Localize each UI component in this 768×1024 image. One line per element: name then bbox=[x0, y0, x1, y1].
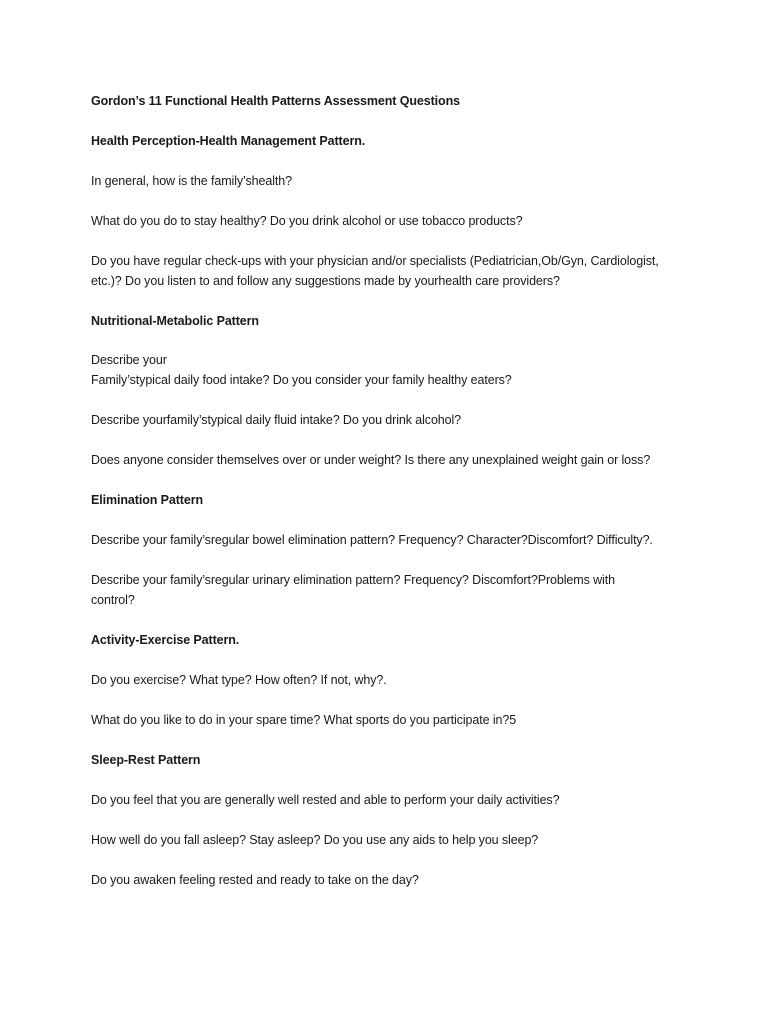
question-line: Describe your bbox=[91, 353, 167, 367]
question-line: Family’stypical daily food intake? Do you consider your family healthy eaters? bbox=[91, 373, 512, 387]
section-heading-activity-exercise: Activity-Exercise Pattern. bbox=[91, 633, 240, 647]
question-line: etc.)? Do you listen to and follow any suggestions made by yourhealth care providers? bbox=[91, 274, 560, 288]
question-line: Do you awaken feeling rested and ready to take on the day? bbox=[91, 873, 419, 887]
question-line: Describe your family’sregular urinary elimination pattern? Frequency? Discomfort?Problems with bbox=[91, 573, 615, 587]
question-line: control? bbox=[91, 593, 135, 607]
question-line: Describe yourfamily’stypical daily fluid intake? Do you drink alcohol? bbox=[91, 413, 462, 427]
document-title: Gordon’s 11 Functional Health Patterns Assessment Questions bbox=[91, 94, 460, 108]
question-line: Describe your family’sregular bowel elimination pattern? Frequency? Character?Discomfort? Difficulty?. bbox=[91, 533, 653, 547]
question-line: Do you feel that you are generally well rested and able to perform your daily activities? bbox=[91, 793, 560, 807]
question-line: How well do you fall asleep? Stay asleep? Do you use any aids to help you sleep? bbox=[91, 833, 539, 847]
section-heading-nutritional-metabolic: Nutritional-Metabolic Pattern bbox=[91, 314, 259, 328]
section-heading-sleep-rest: Sleep-Rest Pattern bbox=[91, 753, 201, 767]
question-line: What do you do to stay healthy? Do you drink alcohol or use tobacco products? bbox=[91, 214, 523, 228]
question-line: Do you have regular check-ups with your physician and/or specialists (Pediatrician,Ob/Gyn, Cardiologist, bbox=[91, 254, 659, 268]
section-heading-health-perception: Health Perception-Health Management Pattern. bbox=[91, 134, 366, 148]
question-line: What do you like to do in your spare time? What sports do you participate in?5 bbox=[91, 713, 517, 727]
section-heading-elimination: Elimination Pattern bbox=[91, 493, 204, 507]
question-line: Does anyone consider themselves over or under weight? Is there any unexplained weight gain or loss? bbox=[91, 453, 651, 467]
question-line: In general, how is the family’shealth? bbox=[91, 174, 292, 188]
question-line: Do you exercise? What type? How often? If not, why?. bbox=[91, 673, 387, 687]
